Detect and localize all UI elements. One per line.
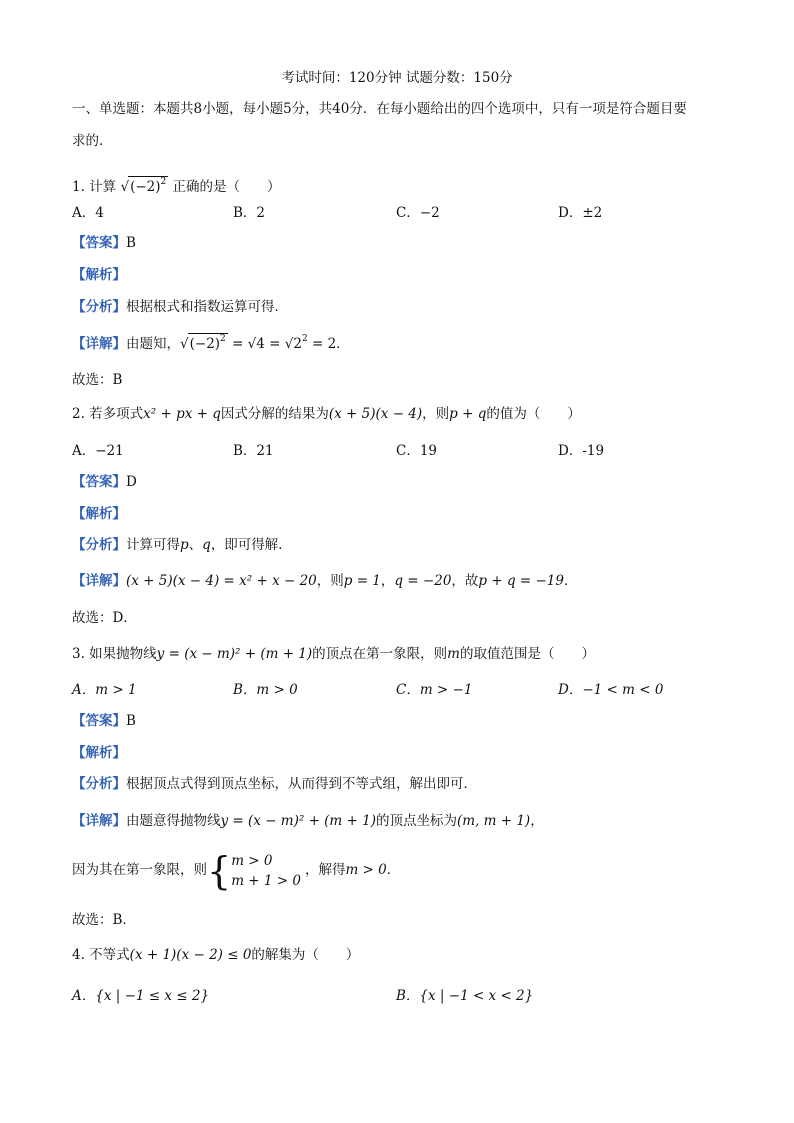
- q2-option-a: A．−21: [72, 443, 124, 459]
- q1-radical: $√(-2)^2$: [120, 177, 167, 195]
- q1-fenxi: 【分析】根据根式和指数运算可得．: [72, 299, 288, 315]
- q1-radicand: $(-2)^2$: [130, 177, 167, 195]
- q3-option-c: C．m > −1: [396, 682, 473, 698]
- q1-answer: 【答案】B: [72, 235, 136, 251]
- q3-option-b: B．m > 0: [233, 682, 298, 698]
- q1-analysis-heading: 【解析】: [72, 267, 126, 283]
- section-instruction-line2: 求的．: [72, 133, 113, 149]
- q2-option-d: D．-19: [558, 443, 605, 459]
- q1-conclusion: 故选：B: [72, 372, 123, 388]
- q3-inequality-system: { m > 0 m + 1 > 0: [207, 849, 301, 893]
- q3-option-d: D．−1 < m < 0: [558, 682, 664, 698]
- exam-info: 考试时间：120分钟 试题分数：150分: [281, 70, 513, 86]
- q2-answer: 【答案】D: [72, 474, 137, 490]
- q4-option-a: A．{x | −1 ≤ x ≤ 2}: [72, 988, 210, 1004]
- q2-stem: 2. 若多项式x² + px + q因式分解的结果为(x + 5)(x − 4)，则p + q的值为（ ）: [72, 406, 581, 422]
- q2-conclusion: 故选：D．: [72, 610, 137, 626]
- q3-conclusion: 故选：B．: [72, 912, 136, 928]
- q3-fenxi: 【分析】根据顶点式得到顶点坐标，从而得到不等式组，解出即可．: [72, 776, 477, 792]
- q3-stem: 3. 如果抛物线y = (x − m)² + (m + 1)的顶点在第一象限，则m的取值范围是（ ）: [72, 646, 595, 662]
- q1-option-d: D．±2: [558, 205, 603, 221]
- q3-analysis-heading: 【解析】: [72, 745, 126, 761]
- q1-xiangjie: 【详解】由题知，$√(-2)^2 = √4 = √2^2 = 2$．: [72, 334, 350, 352]
- q2-option-c: C．19: [396, 443, 438, 459]
- q2-xiangjie: 【详解】(x + 5)(x − 4) = x² + x − 20，则p = 1，q = −20，故p + q = −19．: [72, 573, 578, 589]
- section-instruction-line1: 一、单选题：本题共8小题，每小题5分，共40分．在每小题给出的四个选项中，只有一项是符合题目要: [72, 101, 687, 117]
- q2-fenxi: 【分析】计算可得p、q，即可得解．: [72, 537, 292, 553]
- q3-xiangjie: 【详解】由题意得抛物线y = (x − m)² + (m + 1)的顶点坐标为(m, m + 1)，: [72, 813, 544, 829]
- q3-option-a: A．m > 1: [72, 682, 137, 698]
- q3-because: 因为其在第一象限，则{ m > 0 m + 1 > 0 ，解得m > 0．: [72, 849, 401, 893]
- q2-option-b: B．21: [233, 443, 274, 459]
- q4-option-b: B．{x | −1 < x < 2}: [396, 988, 534, 1004]
- q2-analysis-heading: 【解析】: [72, 506, 126, 522]
- q1-number: 1. 计算: [72, 179, 117, 195]
- q3-answer: 【答案】B: [72, 713, 136, 729]
- q1-option-c: C．−2: [396, 205, 440, 221]
- q1-tail: 正确的是（ ）: [172, 179, 281, 195]
- q1-stem: [72, 176, 281, 197]
- q4-stem: 4. 不等式(x + 1)(x − 2) ≤ 0的解集为（ ）: [72, 947, 360, 963]
- q1-option-b: B．2: [233, 205, 266, 221]
- q1-option-a: A．4: [72, 205, 104, 221]
